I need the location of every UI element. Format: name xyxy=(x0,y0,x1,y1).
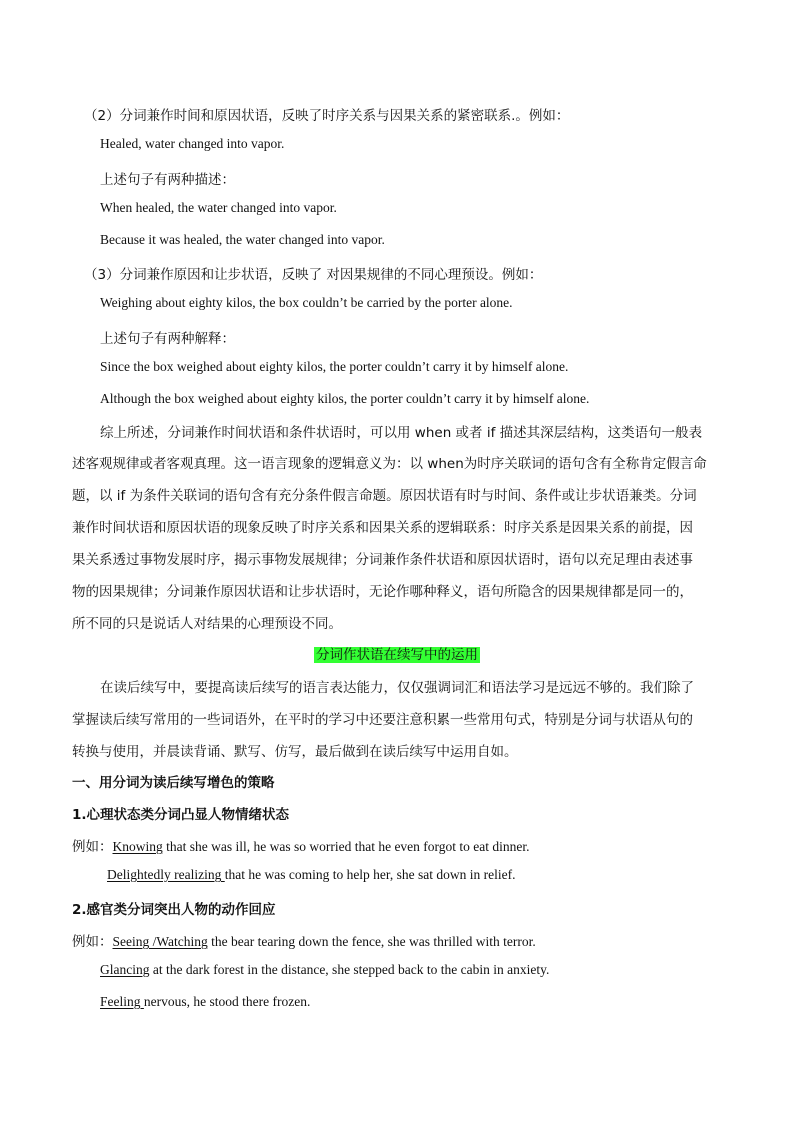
example-rest: that he was coming to help her, she sat down in relief. xyxy=(224,867,516,882)
example-sentence: Since the box weighed about eighty kilos, the porter couldn’t carry it by himself alone. xyxy=(100,359,569,374)
example-sentence: Healed, water changed into vapor. xyxy=(100,136,285,151)
description-label: 上述句子有两种解释： xyxy=(100,331,235,347)
section-heading-text: 分词作状语在续写中的运用 xyxy=(316,647,478,663)
example-line xyxy=(100,962,549,978)
example-rest: the bear tearing down the fence, she was thrilled with terror. xyxy=(207,934,536,949)
summary-line: 物的因果规律；分词兼作原因状语和让步状语时，无论作哪种释义，语句所隐含的因果规律都是同一的， xyxy=(72,584,693,600)
underlined-participle: Glancing xyxy=(100,962,150,977)
summary-line: 述客观规律或者客观真理。这一语言现象的逻辑意义为：以 when为时序关联词的语句含有全称肯定假言命 xyxy=(72,456,707,472)
example-line xyxy=(100,994,310,1010)
example-rest: nervous, he stood there frozen. xyxy=(143,994,311,1009)
underlined-participle: Seeing /Watching xyxy=(112,934,208,949)
example-sentence: When healed, the water changed into vapor. xyxy=(100,200,337,215)
summary-line: 兼作时间状语和原因状语的现象反映了时序关系和因果关系的逻辑联系：时序关系是因果关系的前提，因 xyxy=(72,520,693,536)
summary-line: 题，以 if 为条件关联词的语句含有充分条件假言命题。原因状语有时与时间、条件或让步状语兼类。分词 xyxy=(72,488,697,504)
example-rest: at the dark forest in the distance, she stepped back to the cabin in anxiety. xyxy=(149,962,550,977)
intro-line: 掌握读后续写常用的一些词语外，在平时的学习中还要注意积累一些常用句式，特别是分词与状语从句的 xyxy=(72,712,693,728)
section-heading xyxy=(0,643,794,663)
underlined-participle: Feeling xyxy=(100,994,144,1009)
example-sentence: Because it was healed, the water changed into vapor. xyxy=(100,232,385,247)
intro-line: 转换与使用，并晨读背诵、默写、仿写，最后做到在读后续写中运用自如。 xyxy=(72,744,518,760)
underlined-participle: Delightedly realizing xyxy=(107,867,225,882)
example-sentence: Weighing about eighty kilos, the box couldn’t be carried by the porter alone. xyxy=(100,295,513,310)
example-line xyxy=(107,867,515,883)
subsection-1-title: 1.心理状态类分词凸显人物情绪状态 xyxy=(72,807,290,823)
example-rest: that she was ill, he was so worried that he even forgot to eat dinner. xyxy=(162,839,530,854)
underlined-participle: Knowing xyxy=(112,839,163,854)
section-3-title: （3）分词兼作原因和让步状语，反映了 对因果规律的不同心理预设。例如： xyxy=(84,267,543,283)
part-1-heading: 一、用分词为读后续写增色的策略 xyxy=(72,775,275,791)
section-2-title: （2）分词兼作时间和原因状语，反映了时序关系与因果关系的紧密联系.。例如： xyxy=(84,108,570,124)
example-line xyxy=(72,835,530,855)
example-line xyxy=(72,930,536,950)
intro-line: 在读后续写中，要提高读后续写的语言表达能力，仅仅强调词汇和语法学习是远远不够的。我们除了 xyxy=(100,680,694,696)
description-label: 上述句子有两种描述： xyxy=(100,172,235,188)
summary-line: 综上所述，分词兼作时间状语和条件状语时，可以用 when 或者 if 描述其深层结构，这类语句一般表 xyxy=(100,425,703,441)
subsection-2-title: 2.感官类分词突出人物的动作回应 xyxy=(72,902,276,918)
example-prefix: 例如： xyxy=(72,839,113,855)
example-prefix: 例如： xyxy=(72,934,113,950)
summary-line: 所不同的只是说话人对结果的心理预设不同。 xyxy=(72,616,342,632)
example-sentence: Although the box weighed about eighty kilos, the porter couldn’t carry it by himself alone. xyxy=(100,391,590,406)
summary-line: 果关系透过事物发展时序，揭示事物发展规律；分词兼作条件状语和原因状语时，语句以充足理由表述事 xyxy=(72,552,693,568)
